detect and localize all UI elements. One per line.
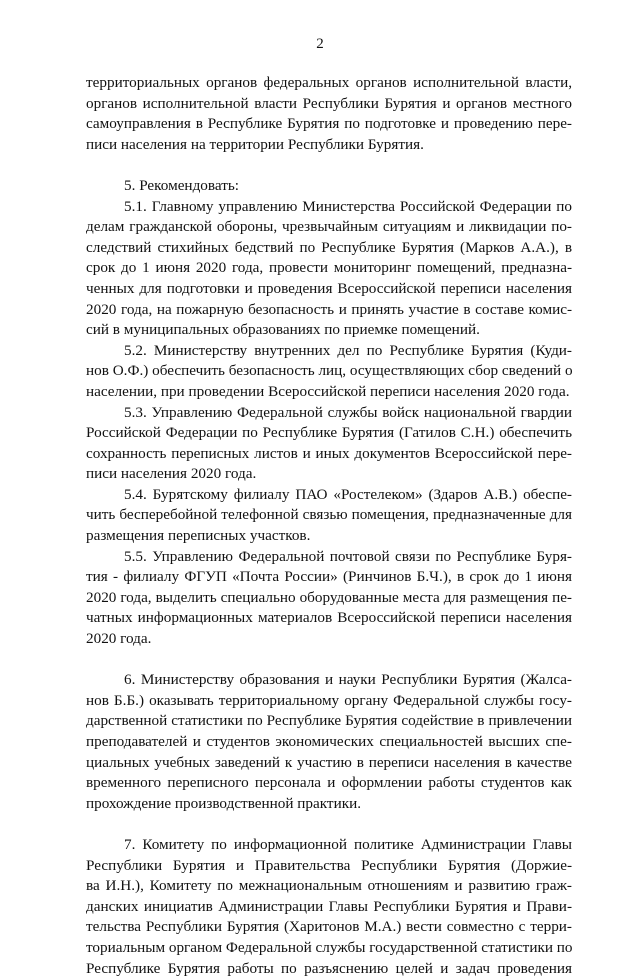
text-line: 2020 года, на пожарную безопасность и принять участие в составе комис- [86, 300, 572, 318]
text-line: 7. Комитету по информационной политике Администрации Главы [124, 835, 572, 853]
text-line: преподавателей и студентов экономических специальностей высших спе- [86, 733, 572, 750]
text-line: делам гражданской обороны, чрезвычайным ситуациям и ликвидации по- [86, 218, 572, 236]
text-line: ченных для подготовки и проведения Всероссийской переписи населения [86, 279, 572, 297]
text-line: тия - филиалу ФГУП «Почта России» (Ринчинов Б.Ч.), в срок до 1 июня [86, 568, 572, 586]
text-line: 2020 года. [86, 630, 152, 648]
text-line: данских инициатив Администрации Главы Республики Бурятия и Прави- [86, 897, 572, 915]
text-line: временного переписного персонала и оформлении работы студентов как [86, 774, 572, 792]
paragraph [86, 176, 572, 650]
text-line: нов О.Ф.) обеспечить безопасность лиц, осуществляющих сбор сведений о [86, 362, 573, 380]
text-line: писи населения 2020 года. [86, 465, 257, 483]
text-line: 5.4. Бурятскому филиалу ПАО «Ростелеком» (Здаров А.В.) обеспе- [124, 485, 572, 503]
text-line: дарственной статистики по Республике Бурятия содействие в привлечении [86, 712, 572, 730]
text-line: 5.2. Министерству внутренних дел по Республике Бурятия (Куди- [124, 341, 572, 359]
text-line: чатных информационных материалов Всероссийской переписи населения [86, 609, 572, 627]
paragraph [86, 73, 572, 155]
text-line: сий в муниципальных образованиях по приемке помещений. [86, 321, 480, 339]
text-line: писи населения на территории Республики Бурятия. [86, 135, 424, 153]
text-line: срок до 1 июня 2020 года, провести мониторинг помещений, предназна- [86, 259, 572, 277]
text-line: сохранность переписных листов и иных документов Всероссийской пере- [86, 444, 572, 462]
text-line: прохождение производственной практики. [86, 794, 361, 812]
text-line: 5. Рекомендовать: [124, 176, 239, 194]
text-line: Российской Федерации по Республике Бурятия (Гатилов С.Н.) обеспечить [86, 424, 572, 442]
text-line: размещения переписных участков. [86, 527, 311, 545]
document-body [86, 73, 572, 979]
text-line: самоуправления в Республике Бурятия по подготовке и проведению пере- [86, 115, 572, 133]
text-line: органов исполнительной власти Республики Бурятия и органов местного [86, 94, 572, 112]
text-line: чить бесперебойной телефонной связью помещения, предназначенные для [86, 506, 572, 524]
text-line: населении, при проведении Всероссийской переписи населения 2020 года. [86, 382, 570, 400]
paragraph-gap [86, 650, 572, 671]
text-line: 6. Министерству образования и науки Республики Бурятия (Жалса- [124, 671, 572, 689]
text-line: Республике Бурятия работы по разъяснению целей и задач проведения [86, 959, 572, 977]
text-line: Республики Бурятия и Правительства Республики Бурятия (Доржие- [86, 856, 572, 874]
text-line: 5.1. Главному управлению Министерства Российской Федерации по [124, 197, 572, 215]
text-line: тельства Республики Бурятия (Харитонов М.А.) вести совместно с терри- [86, 918, 572, 936]
paragraph-gap [86, 814, 572, 835]
text-line: ва И.Н.), Комитету по межнациональным отношениям и развитию граж- [86, 877, 572, 895]
text-line: 5.3. Управлению Федеральной службы войск национальной гвардии [124, 403, 572, 421]
text-line: 5.5. Управлению Федеральной почтовой связи по Республике Буря- [124, 547, 572, 565]
text-line: циальных учебных заведений к участию в переписи населения в качестве [86, 753, 572, 771]
page-number: 2 [316, 36, 324, 52]
paragraph [86, 670, 572, 814]
text-line: ториальным органом Федеральной службы государственной статистики по [86, 938, 573, 956]
text-line: следствий стихийных бедствий по Республике Бурятия (Марков А.А.), в [86, 238, 572, 256]
text-line: нов Б.Б.) оказывать территориальному органу Федеральной службы госу- [86, 691, 572, 709]
paragraph-gap [86, 155, 572, 176]
text-line: 2020 года, выделить специально оборудованные места для размещения пе- [86, 588, 572, 606]
text-line: территориальных органов федеральных органов исполнительной власти, [86, 74, 572, 91]
paragraph [86, 835, 572, 979]
